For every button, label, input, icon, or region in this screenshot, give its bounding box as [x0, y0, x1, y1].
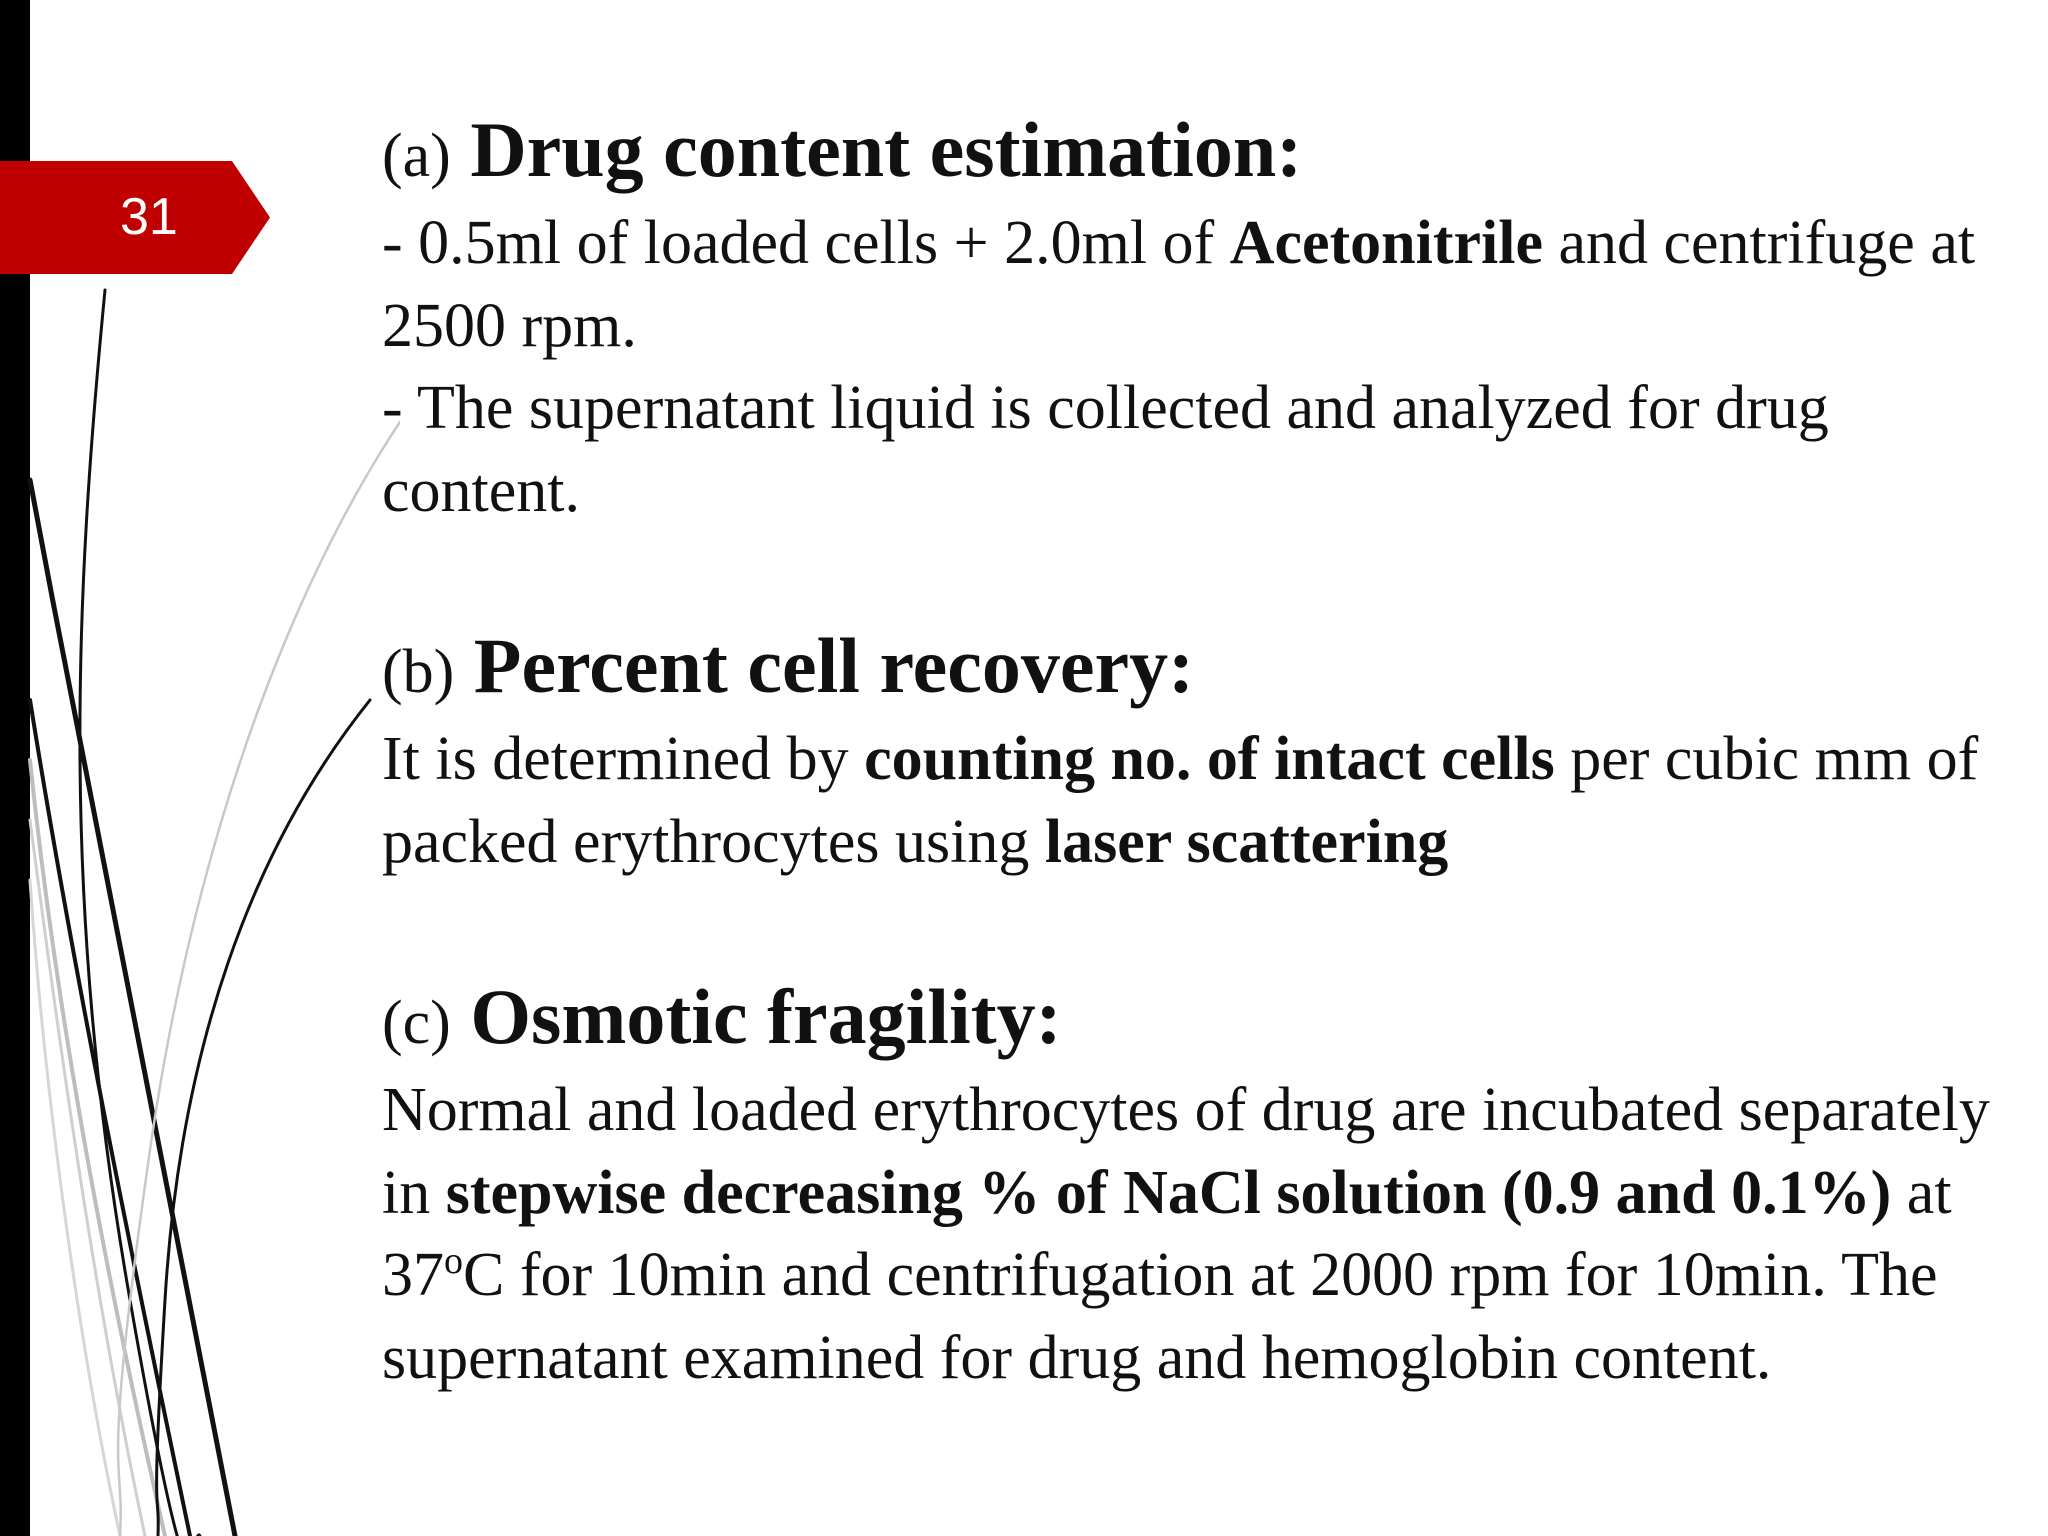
section-label: (b)	[382, 638, 455, 706]
text-span: - 0.5ml of loaded cells + 2.0ml of	[382, 209, 1230, 277]
section-title: Osmotic fragility:	[470, 973, 1062, 1060]
section-heading	[382, 104, 2012, 202]
superscript-degree: o	[444, 1240, 463, 1282]
bold-term: laser scattering	[1044, 807, 1449, 876]
section-title: Percent cell recovery:	[473, 622, 1195, 709]
bold-term: stepwise decreasing % of NaCl solution (0.9 and 0.1%)	[445, 1158, 1892, 1227]
section-percent-cell-recovery	[382, 620, 2012, 883]
bold-term: counting no. of intact cells	[864, 725, 1555, 793]
text-span: per cubic mm of packed erythrocytes using	[382, 725, 1979, 876]
paragraph-line	[382, 202, 2012, 367]
text-span: - The supernatant liquid is collected and analyzed for drug content.	[382, 374, 1829, 525]
text-span: Normal and loaded erythrocytes of drug are incubated separately in	[382, 1076, 1990, 1227]
section-heading	[382, 971, 2012, 1069]
section-label: (c)	[382, 989, 451, 1057]
text-span: C for 10min and centrifugation at 2000 rpm for 10min. The supernatant examined for drug and hemoglobin content.	[382, 1241, 1938, 1392]
section-label: (a)	[382, 122, 451, 190]
slide-number: 31	[120, 188, 178, 246]
paragraph	[382, 1069, 2012, 1399]
paragraph-line	[382, 367, 2012, 532]
bold-term: Acetonitrile	[1229, 209, 1543, 277]
text-span: and centrifuge at 2500 rpm.	[382, 209, 1976, 360]
section-drug-content-estimation	[382, 104, 2012, 532]
section-title: Drug content estimation:	[470, 106, 1303, 193]
paragraph	[382, 718, 2012, 883]
text-span: at 37	[382, 1158, 1952, 1309]
text-span: It is determined by	[382, 725, 865, 793]
slide-content	[382, 104, 2012, 1399]
section-heading	[382, 620, 2012, 718]
section-osmotic-fragility	[382, 971, 2012, 1399]
